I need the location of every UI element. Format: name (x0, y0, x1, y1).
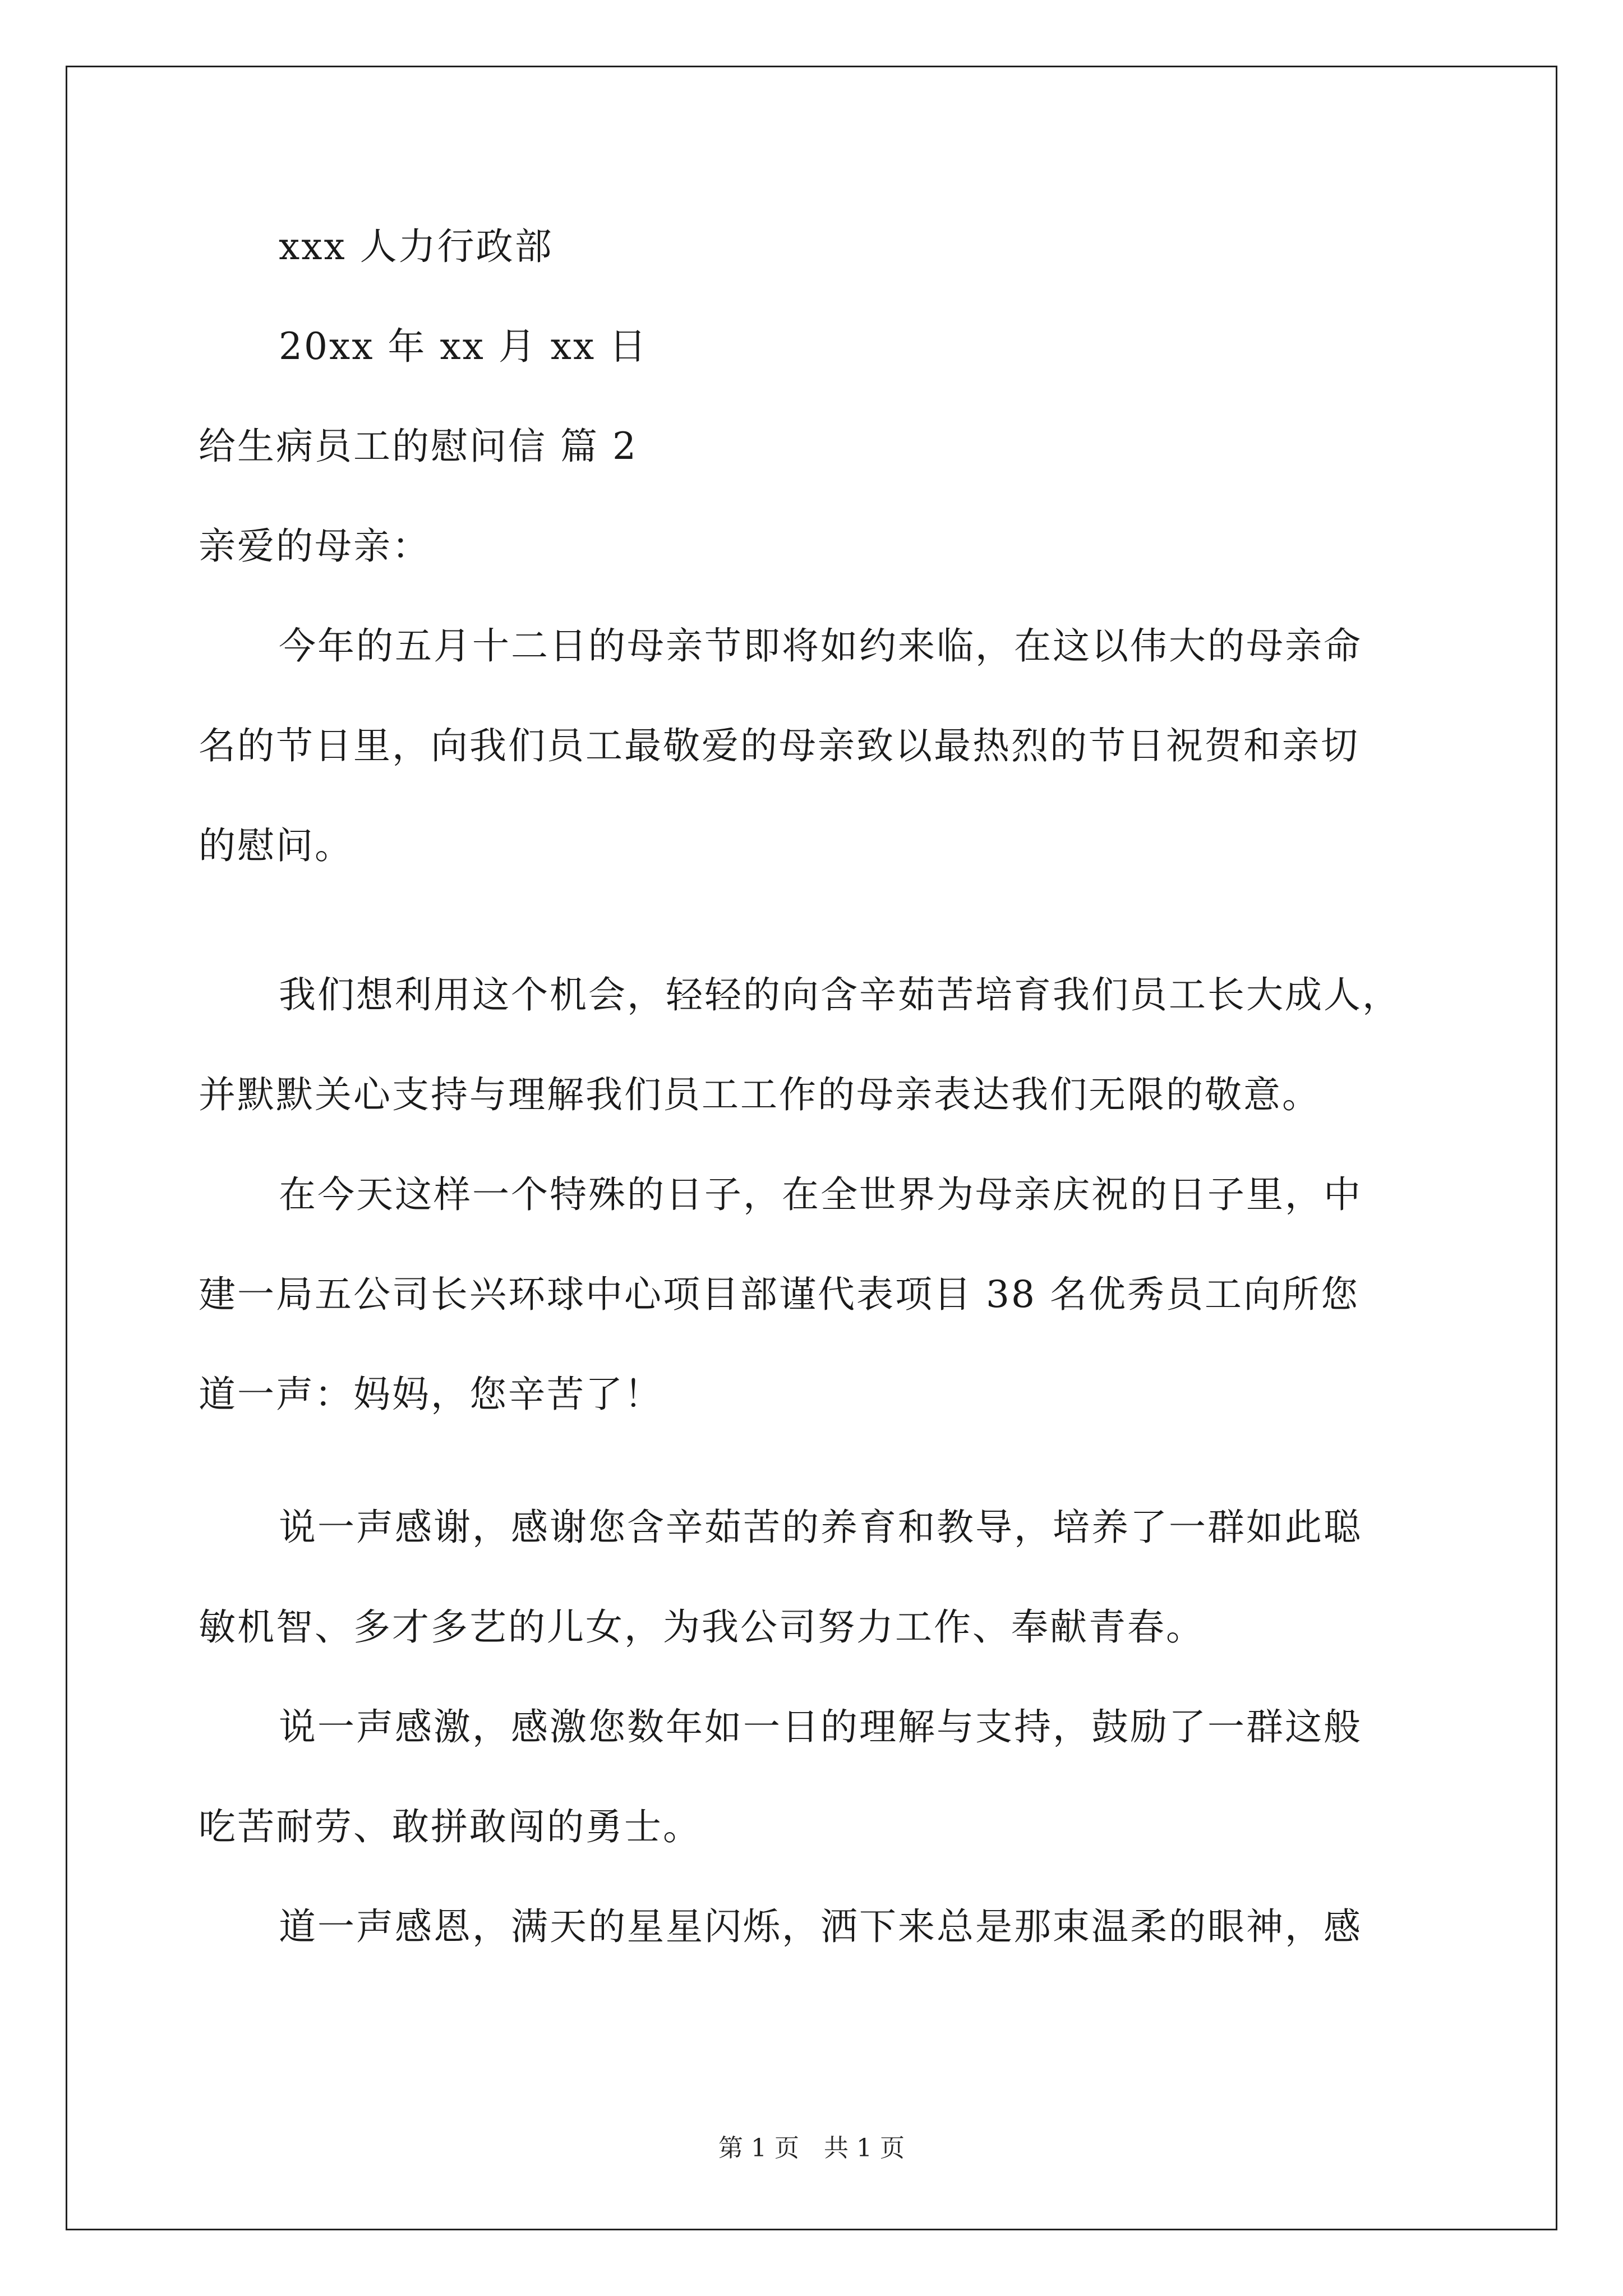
signature-department: xxx 人力行政部 (279, 225, 554, 268)
letter-title: 给生病员工的慰问信 篇 2 (199, 425, 638, 468)
salutation: 亲爱的母亲： (199, 524, 431, 568)
paragraph-5-line-2: 吃苦耐劳、敢拼敢闯的勇士。 (199, 1805, 702, 1848)
paragraph-2-line-1: 我们想利用这个机会，轻轻的向含辛茹苦培育我们员工长大成人， (279, 973, 1401, 1016)
paragraph-3-line-2: 建一局五公司长兴环球中心项目部谨代表项目 38 名优秀员工向所您 (199, 1273, 1359, 1316)
paragraph-1-line-1: 今年的五月十二日的母亲节即将如约来临，在这以伟大的母亲命 (279, 624, 1362, 668)
page-number-footer: 第 1 页 共 1 页 (718, 2134, 905, 2162)
paragraph-4-line-1: 说一声感谢，感谢您含辛茹苦的养育和教导，培养了一群如此聪 (279, 1506, 1362, 1549)
paragraph-2-line-2: 并默默关心支持与理解我们员工工作的母亲表达我们无限的敬意。 (199, 1073, 1321, 1116)
paragraph-3-line-1: 在今天这样一个特殊的日子，在全世界为母亲庆祝的日子里，中 (279, 1173, 1362, 1216)
paragraph-1-line-2: 名的节日里，向我们员工最敬爱的母亲致以最热烈的节日祝贺和亲切 (199, 724, 1359, 767)
paragraph-3-line-3: 道一声：妈妈，您辛苦了！ (199, 1373, 663, 1416)
paragraph-5-line-1: 说一声感激，感激您数年如一日的理解与支持，鼓励了一群这般 (279, 1705, 1362, 1749)
paragraph-6-line-1: 道一声感恩，满天的星星闪烁，洒下来总是那束温柔的眼神，感 (279, 1905, 1362, 1948)
paragraph-1-line-3: 的慰问。 (199, 824, 353, 867)
paragraph-4-line-2: 敏机智、多才多艺的儿女，为我公司努力工作、奉献青春。 (199, 1605, 1205, 1649)
signature-date: 20xx 年 xx 月 xx 日 (279, 325, 648, 368)
